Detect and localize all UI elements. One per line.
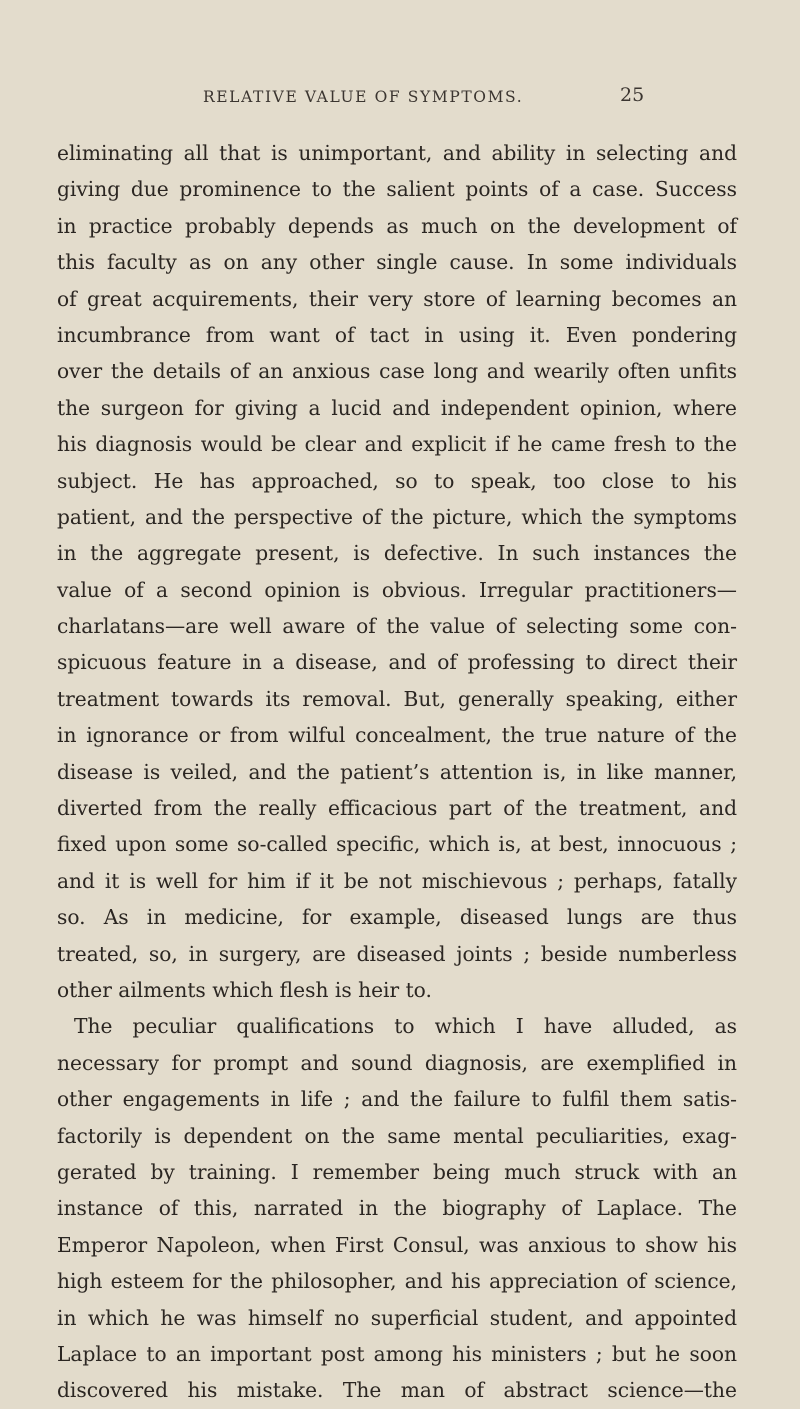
body-text: [57, 135, 737, 1409]
text-line: in which he was himself no superficial student, and appointed: [57, 1305, 737, 1330]
text-line: value of a second opinion is obvious. Irregular practitioners—: [57, 577, 737, 602]
text-line: his diagnosis would be clear and explicit if he came fresh to the: [57, 432, 737, 457]
text-line: factorily is dependent on the same mental peculiarities, exag-: [57, 1123, 737, 1148]
running-head: RELATIVE VALUE OF SYMPTOMS.: [203, 88, 524, 106]
text-line: treatment towards its removal. But, generally speaking, either: [57, 686, 737, 711]
text-line: fixed upon some so-called specific, which is, at best, innocuous ;: [57, 832, 737, 857]
text-line: giving due prominence to the salient points of a case. Success: [57, 177, 737, 202]
text-line: Emperor Napoleon, when First Consul, was anxious to show his: [57, 1232, 737, 1257]
text-line: treated, so, in surgery, are diseased joints ; beside numberless: [57, 941, 737, 966]
text-line: high esteem for the philosopher, and his appreciation of science,: [57, 1269, 737, 1294]
text-line: instance of this, narrated in the biography of Laplace. The: [57, 1196, 737, 1221]
text-line: over the details of an anxious case long and wearily often unfits: [57, 359, 737, 384]
text-line: eliminating all that is unimportant, and ability in selecting and: [57, 141, 737, 165]
text-line: and it is well for him if it be not mischievous ; perhaps, fatally: [57, 868, 737, 893]
page-number: 25: [620, 84, 645, 106]
text-line: Laplace to an important post among his ministers ; but he soon: [57, 1341, 737, 1366]
text-line: The peculiar qualifications to which I have alluded, as: [74, 1014, 737, 1039]
text-line: discovered his mistake. The man of abstract science—the: [57, 1378, 737, 1403]
text-line: diverted from the really efficacious part of the treatment, and: [57, 796, 737, 821]
text-line: incumbrance from want of tact in using it. Even pondering: [57, 322, 737, 347]
text-line: so. As in medicine, for example, diseased lungs are thus: [57, 905, 737, 930]
text-line: in ignorance or from wilful concealment, the true nature of the: [57, 723, 737, 748]
text-line: in the aggregate present, is defective. In such instances the: [57, 541, 737, 566]
text-line: other engagements in life ; and the failure to fulfil them satis-: [57, 1087, 737, 1112]
text-line: gerated by training. I remember being much struck with an: [57, 1159, 737, 1184]
text-line: spicuous feature in a disease, and of professing to direct their: [57, 650, 737, 675]
text-line: disease is veiled, and the patient’s attention is, in like manner,: [57, 759, 737, 784]
text-line: the surgeon for giving a lucid and independent opinion, where: [57, 395, 737, 420]
text-line: necessary for prompt and sound diagnosis, are exemplified in: [57, 1050, 737, 1075]
text-line: subject. He has approached, so to speak, too close to his: [57, 468, 737, 493]
text-line: charlatans—are well aware of the value of selecting some con-: [57, 614, 737, 639]
text-line: other ailments which flesh is heir to.: [57, 977, 432, 1002]
text-line: patient, and the perspective of the picture, which the symptoms: [57, 504, 737, 529]
text-line: in practice probably depends as much on the development of: [57, 213, 737, 238]
text-line: of great acquirements, their very store of learning becomes an: [57, 286, 737, 311]
text-line: this faculty as on any other single cause. In some individuals: [57, 250, 737, 275]
